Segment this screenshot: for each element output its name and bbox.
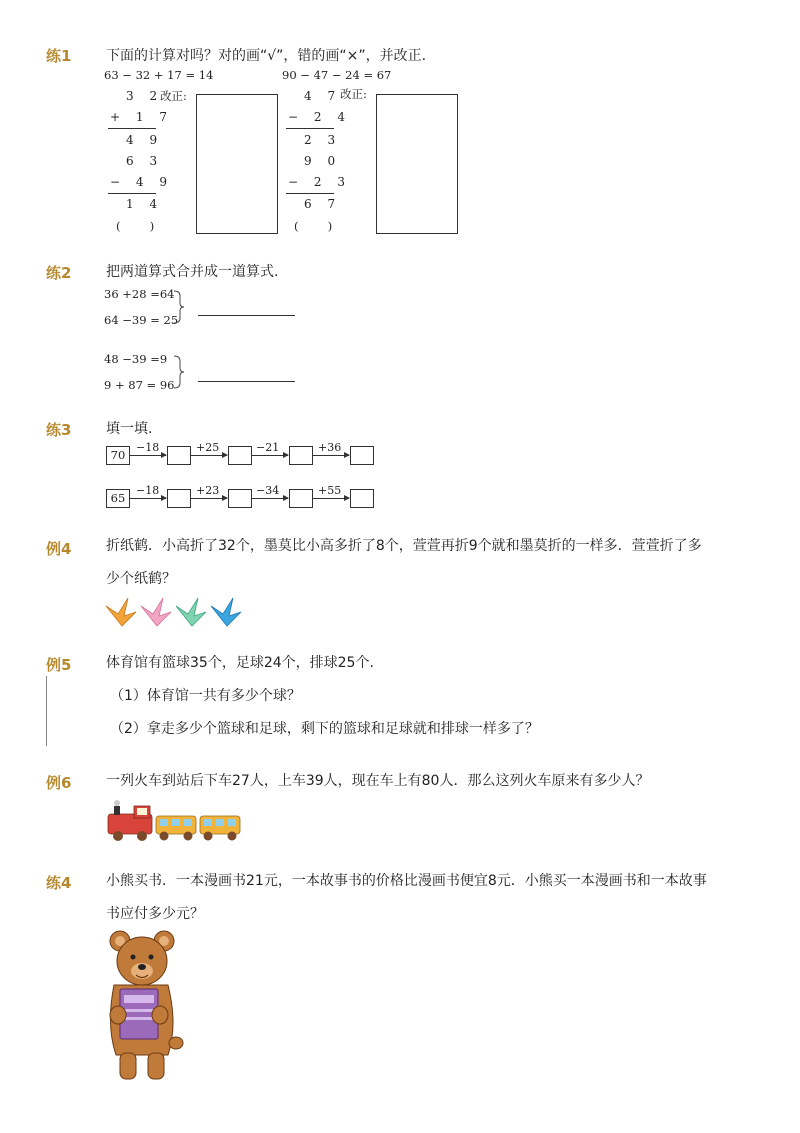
answer-box[interactable]	[289, 489, 313, 508]
answer-line[interactable]	[198, 381, 295, 382]
brace-icon	[172, 290, 186, 324]
question-text: 填一填.	[106, 421, 153, 437]
exercise-tag: 练2	[46, 264, 72, 282]
question-text: 把两道算式合并成一道算式.	[106, 264, 279, 280]
calc-row: 1 4	[126, 197, 164, 211]
paper-cranes-illustration	[104, 594, 246, 630]
brace-icon	[172, 355, 186, 389]
divider	[108, 128, 156, 129]
equation: 90 − 47 − 24 = 67	[282, 68, 392, 82]
train-illustration	[104, 800, 244, 844]
calc-row: 9 0	[304, 154, 342, 168]
passenger-car-icon	[156, 816, 196, 841]
question-text: 一列火车到站后下车27人，上车39人，现在车上有80人．那么这列火车原来有多少人？	[106, 773, 650, 789]
answer-line[interactable]	[198, 315, 295, 316]
answer-box[interactable]	[289, 446, 313, 465]
sub-question: （1）体育馆一共有多少个球？	[110, 688, 301, 704]
exercise-tag: 练3	[46, 421, 72, 439]
start-number: 65	[106, 489, 130, 508]
correction-box[interactable]	[196, 94, 278, 234]
equation: 48 −39 =9	[104, 352, 168, 366]
calc-row: − 2 3	[288, 175, 351, 189]
operation-label: +23	[196, 484, 220, 497]
arrow-icon	[130, 498, 166, 499]
answer-box[interactable]	[167, 446, 191, 465]
arrow-icon	[252, 455, 288, 456]
equation: 9 + 87 = 96	[104, 378, 175, 392]
question-text: 少个纸鹤？	[106, 571, 176, 587]
example-tag: 例5	[46, 656, 72, 674]
calc-row: 4 7	[304, 89, 342, 103]
margin-line	[46, 676, 47, 746]
calc-row: − 4 9	[110, 175, 173, 189]
calc-row: 2 3	[304, 133, 342, 147]
operation-label: +55	[318, 484, 342, 497]
calc-row: 6 3	[126, 154, 164, 168]
equation: 64 −39 = 25	[104, 313, 179, 327]
divider	[286, 128, 334, 129]
calc-row: + 1 7	[110, 110, 173, 124]
question-text: 小熊买书．一本漫画书21元，一本故事书的价格比漫画书便宜8元．小熊买一本漫画书和一本故事	[106, 873, 707, 889]
example-tag: 例6	[46, 774, 72, 792]
arrow-icon	[252, 498, 288, 499]
question-text: 下面的计算对吗？对的画“√”，错的画“×”，并改正.	[106, 48, 427, 64]
orange-crane-icon	[106, 598, 136, 626]
bear-with-book-illustration	[102, 925, 186, 1083]
answer-box[interactable]	[350, 446, 374, 465]
answer-paren[interactable]: ( )	[116, 219, 155, 233]
answer-box[interactable]	[350, 489, 374, 508]
operation-label: −18	[136, 484, 160, 497]
passenger-car-icon	[200, 816, 240, 841]
calc-row: − 2 4	[288, 110, 351, 124]
question-text: 折纸鹤．小高折了32个，墨莫比小高多折了8个，萱萱再折9个就和墨莫折的一样多．萱萱折了多	[106, 538, 702, 554]
blue-crane-icon	[211, 598, 241, 626]
answer-paren[interactable]: ( )	[294, 219, 333, 233]
operation-label: −34	[256, 484, 280, 497]
example-tag: 例4	[46, 540, 72, 558]
equation: 36 +28 =64	[104, 287, 175, 301]
arrow-icon	[130, 455, 166, 456]
fix-label: 改正:	[340, 87, 367, 101]
calc-row: 3 2	[126, 89, 164, 103]
answer-box[interactable]	[167, 489, 191, 508]
question-text: 书应付多少元？	[106, 906, 204, 922]
question-text: 体育馆有篮球35个，足球24个，排球25个.	[106, 655, 374, 671]
divider	[108, 193, 156, 194]
operation-label: −18	[136, 441, 160, 454]
calc-row: 6 7	[304, 197, 342, 211]
fix-label: 改正:	[160, 89, 187, 103]
exercise-tag: 练1	[46, 47, 72, 65]
equation: 63 − 32 + 17 = 14	[104, 68, 214, 82]
arrow-icon	[191, 455, 227, 456]
arrow-icon	[313, 455, 349, 456]
exercise-tag: 练4	[46, 874, 72, 892]
arrow-icon	[313, 498, 349, 499]
calc-row: 4 9	[126, 133, 164, 147]
answer-box[interactable]	[228, 446, 252, 465]
divider	[286, 193, 334, 194]
pink-crane-icon	[141, 598, 171, 626]
answer-box[interactable]	[228, 489, 252, 508]
operation-label: +25	[196, 441, 220, 454]
arrow-icon	[191, 498, 227, 499]
green-crane-icon	[176, 598, 206, 626]
engine-icon	[108, 800, 152, 841]
operation-label: +36	[318, 441, 342, 454]
sub-question: （2）拿走多少个篮球和足球，剩下的篮球和足球就和排球一样多了？	[110, 721, 539, 737]
correction-box[interactable]	[376, 94, 458, 234]
start-number: 70	[106, 446, 130, 465]
operation-label: −21	[256, 441, 280, 454]
